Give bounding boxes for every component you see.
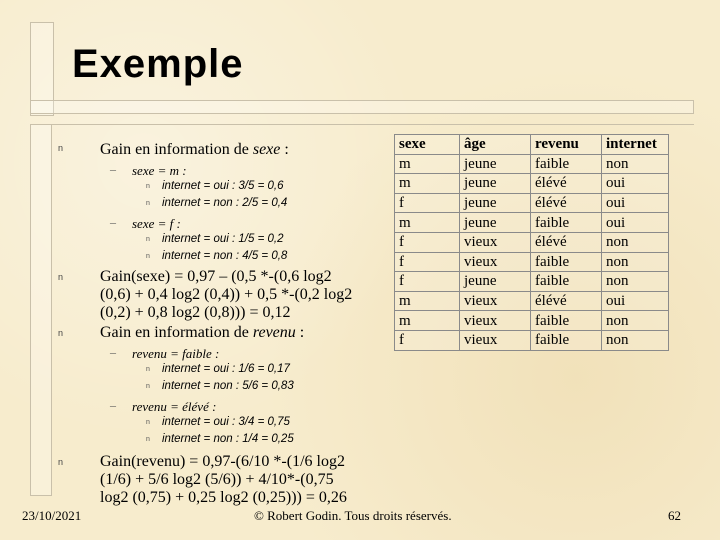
table-cell: non	[602, 330, 669, 350]
table-cell: m	[395, 154, 460, 174]
table-cell: f	[395, 193, 460, 213]
table-cell: non	[602, 232, 669, 252]
bullet-icon: n	[58, 328, 64, 338]
table-row	[395, 291, 669, 311]
sub-sub-item: internet = non : 1/4 = 0,25	[162, 433, 294, 445]
table-cell: f	[395, 252, 460, 272]
slide-title: Exemple	[72, 42, 244, 86]
table-cell: oui	[602, 174, 669, 194]
dash-icon: –	[110, 215, 116, 229]
table-cell: m	[395, 291, 460, 311]
table-cell: élévé	[531, 174, 602, 194]
table-cell: élévé	[531, 193, 602, 213]
bullet-icon: n	[58, 272, 64, 282]
sub-sub-item: internet = oui : 1/6 = 0,17	[162, 363, 290, 375]
sub-sub-item: internet = non : 4/5 = 0,8	[162, 250, 288, 262]
table-row	[395, 193, 669, 213]
bullet-icon: n	[146, 383, 150, 390]
table-cell: jeune	[460, 154, 531, 174]
formula-line: (0,6) + 0,4 log2 (0,4)) + 0,5 *-(0,2 log2	[100, 286, 353, 303]
column-header: sexe	[395, 135, 460, 155]
formula-line: Gain(revenu) = 0,97-(6/10 *-(1/6 log2	[100, 453, 345, 470]
frame-decoration	[30, 124, 694, 130]
bullet-text: Gain en information de sexe :	[100, 141, 289, 158]
dash-icon: –	[110, 345, 116, 359]
formula-line: (0,2) + 0,8 log2 (0,8))) = 0,12	[100, 304, 291, 321]
bullet-icon: n	[146, 200, 150, 207]
sub-item: sexe = f :	[132, 216, 181, 231]
table-cell: non	[602, 311, 669, 331]
table-cell: oui	[602, 213, 669, 233]
column-header: internet	[602, 135, 669, 155]
table-cell: oui	[602, 193, 669, 213]
table-cell: f	[395, 272, 460, 292]
footer-date: 23/10/2021	[22, 508, 82, 523]
table-cell: non	[602, 272, 669, 292]
bullet-icon: n	[146, 419, 150, 426]
data-table	[394, 134, 669, 351]
table-header-row	[395, 135, 669, 155]
table-cell: faible	[531, 213, 602, 233]
bullet-icon: n	[146, 236, 150, 243]
sub-sub-item: internet = non : 2/5 = 0,4	[162, 197, 288, 209]
sub-item: sexe = m :	[132, 163, 187, 178]
table-row	[395, 174, 669, 194]
table-cell: vieux	[460, 311, 531, 331]
sub-sub-item: internet = oui : 1/5 = 0,2	[162, 233, 284, 245]
dash-icon: –	[110, 398, 116, 412]
page-number: 62	[668, 508, 681, 523]
formula-line: (1/6) + 5/6 log2 (5/6)) + 4/10*-(0,75	[100, 471, 334, 488]
bullet-icon: n	[146, 253, 150, 260]
table-cell: m	[395, 174, 460, 194]
table-row	[395, 311, 669, 331]
bullet-icon: n	[146, 436, 150, 443]
bullet-text: Gain en information de revenu :	[100, 324, 305, 341]
table-cell: élévé	[531, 232, 602, 252]
table-cell: non	[602, 252, 669, 272]
table-cell: vieux	[460, 232, 531, 252]
frame-decoration	[30, 100, 694, 114]
table-cell: vieux	[460, 291, 531, 311]
table-cell: m	[395, 213, 460, 233]
table-row	[395, 213, 669, 233]
bullet-icon: n	[58, 143, 64, 153]
table-row	[395, 272, 669, 292]
formula-line: Gain(sexe) = 0,97 – (0,5 *-(0,6 log2	[100, 268, 332, 285]
sub-sub-item: internet = oui : 3/5 = 0,6	[162, 180, 284, 192]
table-cell: jeune	[460, 272, 531, 292]
table-cell: f	[395, 232, 460, 252]
dash-icon: –	[110, 162, 116, 176]
table-cell: jeune	[460, 174, 531, 194]
table-cell: vieux	[460, 252, 531, 272]
table-row	[395, 154, 669, 174]
table-cell: vieux	[460, 330, 531, 350]
column-header: âge	[460, 135, 531, 155]
formula-line: log2 (0,75) + 0,25 log2 (0,25))) = 0,26	[100, 489, 347, 506]
table-cell: faible	[531, 154, 602, 174]
table-row	[395, 330, 669, 350]
table-cell: jeune	[460, 193, 531, 213]
sub-item: revenu = faible :	[132, 346, 220, 361]
table-cell: faible	[531, 311, 602, 331]
table-cell: faible	[531, 330, 602, 350]
sub-item: revenu = élévé :	[132, 399, 217, 414]
bullet-icon: n	[58, 457, 64, 467]
sub-sub-item: internet = oui : 3/4 = 0,75	[162, 416, 290, 428]
table-cell: élévé	[531, 291, 602, 311]
table-cell: f	[395, 330, 460, 350]
column-header: revenu	[531, 135, 602, 155]
table-cell: faible	[531, 272, 602, 292]
bullet-icon: n	[146, 183, 150, 190]
table-row	[395, 252, 669, 272]
table-cell: oui	[602, 291, 669, 311]
footer-copyright: © Robert Godin. Tous droits réservés.	[254, 508, 452, 523]
table-cell: non	[602, 154, 669, 174]
bullet-icon: n	[146, 366, 150, 373]
sub-sub-item: internet = non : 5/6 = 0,83	[162, 380, 294, 392]
frame-decoration	[30, 124, 52, 496]
table-cell: jeune	[460, 213, 531, 233]
table-cell: faible	[531, 252, 602, 272]
table-cell: m	[395, 311, 460, 331]
table-row	[395, 232, 669, 252]
